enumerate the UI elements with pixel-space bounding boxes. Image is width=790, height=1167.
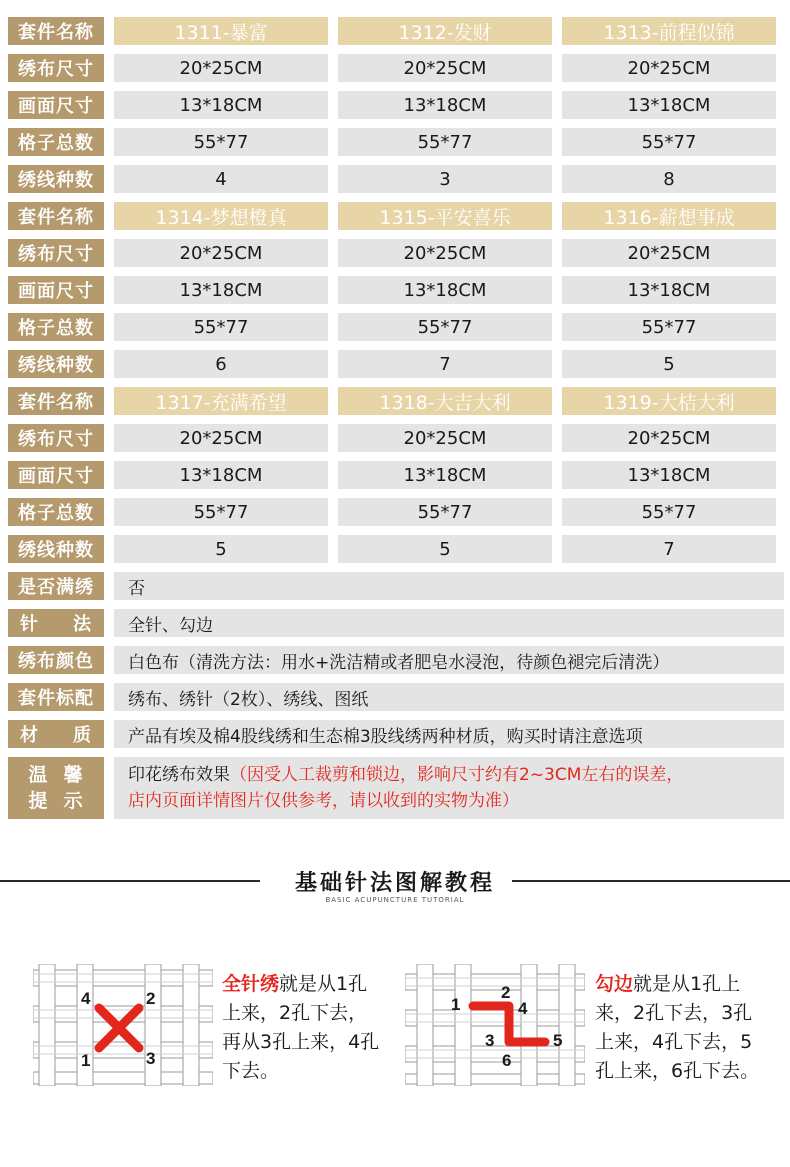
thread-types-value: 7 [338,350,552,378]
row-label: 画面尺寸 [8,276,104,304]
hole-number: 2 [501,983,511,1002]
image-size-row [8,276,784,304]
image-size-row [8,461,784,489]
cloth-size-value: 20*25CM [114,424,328,452]
kit-name: 1318-大吉大利 [338,387,552,415]
description-line: 下去。 [222,1060,280,1082]
grid-total-value: 55*77 [562,498,776,526]
image-size-value: 13*18CM [114,276,328,304]
row-label [8,609,104,637]
cloth-color-value: 白色布（清洗方法：用水+洗洁精或者肥皂水浸泡，待颜色褪完后清洗） [114,646,784,674]
row-label: 套件名称 [8,202,104,230]
description-line: 就是从1孔上 [633,973,741,995]
row-label: 绣布尺寸 [8,239,104,267]
grid-total-value: 55*77 [114,498,328,526]
hole-number: 4 [81,989,91,1008]
stitch-keyword: 全针绣 [222,973,280,995]
weave-threads [405,964,585,1086]
cloth-size-value: 20*25CM [338,54,552,82]
cloth-size-value: 20*25CM [562,424,776,452]
thread-types-value: 3 [338,165,552,193]
hole-number: 5 [553,1031,563,1050]
grid-total-value: 55*77 [338,128,552,156]
cloth-size-value: 20*25CM [338,239,552,267]
material-row [8,720,784,748]
hole-number: 1 [451,995,461,1014]
row-label: 套件名称 [8,17,104,45]
row-label: 套件标配 [8,683,104,711]
full-embroidery-row [8,572,784,600]
cloth-size-value: 20*25CM [114,239,328,267]
row-label: 格子总数 [8,498,104,526]
kit-name: 1311-暴富 [114,17,328,45]
thread-types-value: 6 [114,350,328,378]
kit-contents-row [8,683,784,711]
thread-types-row [8,350,784,378]
row-label: 画面尺寸 [8,91,104,119]
thread-types-value: 5 [338,535,552,563]
tip-prefix: 印花绣布效果 [128,765,230,785]
row-label: 是否满绣 [8,572,104,600]
kit-name-row [8,17,784,45]
image-size-value: 13*18CM [338,91,552,119]
kit-name-row [8,202,784,230]
kit-name: 1313-前程似锦 [562,17,776,45]
grid-total-value: 55*77 [562,128,776,156]
image-size-value: 13*18CM [114,91,328,119]
kit-name: 1314-梦想橙真 [114,202,328,230]
grid-total-value: 55*77 [562,313,776,341]
material-value: 产品有埃及棉4股线绣和生态棉3股线绣两种材质，购买时请注意选项 [114,720,784,748]
hole-number: 4 [518,999,528,1018]
image-size-row [8,91,784,119]
grid-total-value: 55*77 [338,498,552,526]
cloth-size-value: 20*25CM [338,424,552,452]
tutorial-subtitle: BASIC ACUPUNCTURE TUTORIAL [325,896,465,904]
grid-total-value: 55*77 [338,313,552,341]
tip-warning: （因受人工裁剪和锁边，影响尺寸约有2~3CM左右的误差， [230,765,684,785]
row-label: 画面尺寸 [8,461,104,489]
cloth-size-row [8,239,784,267]
full-embroidery-value: 否 [114,572,784,600]
hole-number: 3 [485,1031,495,1050]
description-line: 上来，4孔下去，5 [595,1031,753,1053]
row-label-part: 法 [73,614,92,635]
cloth-size-value: 20*25CM [114,54,328,82]
kit-name: 1312-发财 [338,17,552,45]
row-label: 格子总数 [8,313,104,341]
description-line: 就是从1孔 [279,973,368,995]
tutorial-title: 基础针法图解教程 [294,871,495,896]
cloth-size-value: 20*25CM [562,54,776,82]
hole-number: 1 [81,1051,91,1070]
image-size-value: 13*18CM [562,276,776,304]
hole-number: 6 [502,1051,512,1070]
kit-name: 1319-大桔大利 [562,387,776,415]
grid-total-row [8,498,784,526]
row-label: 套件名称 [8,387,104,415]
grid-total-value: 55*77 [114,313,328,341]
row-label [8,720,104,748]
row-label [8,757,104,819]
full-stitch-diagram [33,964,213,1086]
description-line: 孔上来，6孔下去。 [595,1060,760,1082]
row-label: 绣线种数 [8,535,104,563]
thread-types-value: 5 [562,350,776,378]
row-label-part: 针 [20,614,39,635]
image-size-value: 13*18CM [338,276,552,304]
stitch-value: 全针、勾边 [114,609,784,637]
row-label: 绣布颜色 [8,646,104,674]
row-label-part: 材 [20,725,39,746]
kit-name: 1315-平安喜乐 [338,202,552,230]
kit-contents-value: 绣布、绣针（2枚）、绣线、图纸 [114,683,784,711]
cloth-size-row [8,424,784,452]
spec-table [8,17,784,828]
cloth-size-value: 20*25CM [562,239,776,267]
hole-number: 3 [146,1049,156,1068]
row-label-part: 质 [73,725,92,746]
image-size-value: 13*18CM [338,461,552,489]
thread-types-value: 8 [562,165,776,193]
backstitch-diagram [405,964,585,1086]
stitch-keyword: 勾边 [595,973,634,995]
row-label: 绣布尺寸 [8,54,104,82]
tip-warning: 店内页面详情图片仅供参考，请以收到的实物为准） [128,791,519,811]
description-line: 上来，2孔下去， [222,1002,368,1024]
grid-total-value: 55*77 [114,128,328,156]
row-label: 绣线种数 [8,165,104,193]
row-label: 绣布尺寸 [8,424,104,452]
tip-label-line: 提 示 [28,790,84,812]
tip-label-line: 温 馨 [28,764,84,786]
stitch-row [8,609,784,637]
grid-total-row [8,313,784,341]
cloth-color-row [8,646,784,674]
image-size-value: 13*18CM [562,91,776,119]
full-stitch-description [222,970,387,1086]
hole-number: 2 [146,989,156,1008]
description-line: 来，2孔下去，3孔 [595,1002,753,1024]
thread-types-row [8,165,784,193]
tip-row [8,757,784,819]
row-label: 格子总数 [8,128,104,156]
thread-types-value: 4 [114,165,328,193]
row-label: 绣线种数 [8,350,104,378]
backstitch-description [595,970,770,1086]
grid-total-row [8,128,784,156]
tutorial-heading [0,862,790,912]
description-line: 再从3孔上来，4孔 [222,1031,380,1053]
cloth-size-row [8,54,784,82]
kit-name: 1317-充满希望 [114,387,328,415]
tip-value [114,757,784,819]
image-size-value: 13*18CM [562,461,776,489]
thread-types-row [8,535,784,563]
image-size-value: 13*18CM [114,461,328,489]
thread-types-value: 7 [562,535,776,563]
kit-name-row [8,387,784,415]
thread-types-value: 5 [114,535,328,563]
kit-name: 1316-薪想事成 [562,202,776,230]
